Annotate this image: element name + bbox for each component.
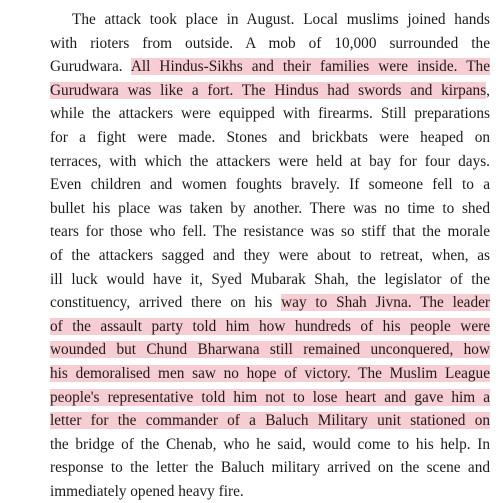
text-run: of the attackers sagged and they were about to retreat, when, as bbox=[50, 246, 490, 264]
text-line bbox=[50, 268, 490, 292]
highlighted-text: way to Shah Jivna. The leader bbox=[281, 294, 490, 312]
text-line bbox=[50, 150, 490, 174]
text-run: terraces, with which the attackers were held at bay for four days. bbox=[50, 152, 490, 170]
text-run: bullet his place was taken by another. There was no time to shed bbox=[50, 199, 490, 217]
text-run: tears for those who fell. The resistance was so stiff that the morale bbox=[50, 223, 490, 241]
text-line bbox=[50, 220, 490, 244]
text-run: response to the letter the Baluch military arrived on the scene and bbox=[50, 459, 490, 477]
text-line bbox=[50, 102, 490, 126]
highlighted-text: Gurudwara was like a fort. The Hindus had swords and kirpans bbox=[50, 81, 487, 99]
highlighted-text: letter for the commander of a Baluch Military unit stationed on bbox=[50, 412, 490, 430]
text-line bbox=[50, 126, 490, 150]
text-run: for a fight were made. Stones and brickbats were heaped on bbox=[50, 128, 490, 146]
highlighted-text: All Hindus-Sikhs and their families were inside. The bbox=[130, 58, 490, 76]
text-line bbox=[50, 79, 490, 103]
text-line bbox=[50, 55, 490, 79]
text-line bbox=[50, 362, 490, 386]
text-run: The attack took place in August. Local muslims joined hands bbox=[72, 11, 490, 28]
text-line bbox=[50, 386, 490, 410]
text-run: ill luck would have it, Syed Mubarak Shah, the legislator of the bbox=[50, 270, 490, 288]
text-line bbox=[50, 173, 490, 197]
paragraph bbox=[50, 8, 490, 503]
text-run: Even children and women foughts bravely. If someone fell to a bbox=[50, 176, 490, 194]
text-run: while the attackers were equipped with firearms. Still preparations bbox=[50, 105, 490, 123]
highlighted-text: his demoralised men saw no hope of victory. The Muslim League bbox=[50, 364, 490, 382]
text-line bbox=[50, 291, 490, 315]
text-line bbox=[50, 244, 490, 268]
text-run: immediately opened heavy fire. bbox=[50, 482, 244, 500]
text-line bbox=[50, 8, 490, 32]
text-run: with rioters from outside. A mob of 10,000 surrounded the bbox=[50, 34, 490, 52]
text-line bbox=[50, 409, 490, 433]
text-run: , bbox=[486, 81, 490, 99]
text-line bbox=[50, 456, 490, 480]
text-run: constituency, arrived there on his bbox=[50, 294, 282, 312]
text-line bbox=[50, 338, 490, 362]
highlighted-text: people's representative told him not to lose heart and gave him a bbox=[50, 388, 490, 406]
text-run: Gurudwara. bbox=[50, 58, 131, 76]
text-run: the bridge of the Chenab, who he said, would come to his help. In bbox=[50, 435, 490, 453]
highlighted-text: of the assault party told him how hundreds of his people were bbox=[50, 317, 490, 335]
highlighted-text: wounded but Chund Bharwana still remained unconquered, how bbox=[50, 341, 490, 359]
text-line bbox=[50, 433, 490, 457]
text-line bbox=[50, 480, 490, 503]
text-line bbox=[50, 315, 490, 339]
text-line bbox=[50, 197, 490, 221]
text-line bbox=[50, 32, 490, 56]
